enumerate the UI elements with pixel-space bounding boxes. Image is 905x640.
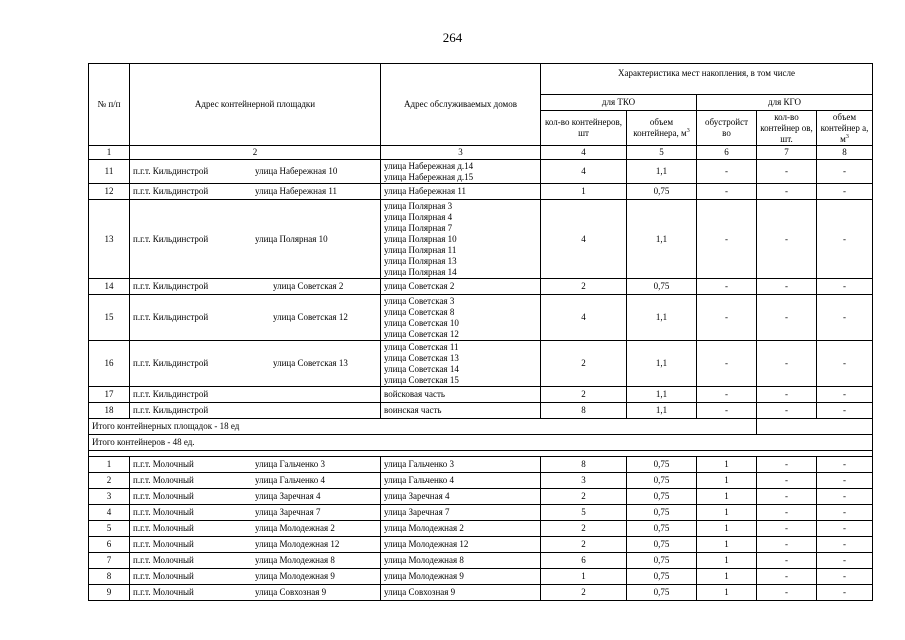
tko-count: 2: [541, 585, 627, 601]
total-containers: Итого контейнеров - 48 ед.: [89, 435, 873, 451]
column-number-row: [89, 146, 873, 160]
settlement: п.г.т. Молочный: [133, 587, 194, 597]
kgo-equip: -: [697, 200, 757, 279]
row-number: 6: [89, 537, 130, 553]
house-address: улица Советская 8: [384, 306, 455, 317]
served-houses: [381, 200, 541, 279]
house-address: улица Молодежная 8: [384, 555, 464, 565]
kgo-volume: -: [817, 585, 873, 601]
table-row: [89, 489, 873, 505]
served-houses: [381, 473, 541, 489]
tko-volume: 0,75: [627, 457, 697, 473]
kgo-volume: -: [817, 537, 873, 553]
kgo-count: -: [757, 457, 817, 473]
house-address: улица Заречная 4: [384, 491, 450, 501]
kgo-volume: -: [817, 295, 873, 341]
house-address: улица Советская 12: [384, 328, 459, 339]
col-index: 5: [627, 146, 697, 160]
kgo-equip: -: [697, 403, 757, 419]
house-address: улица Молодежная 12: [384, 539, 469, 549]
site-address: [130, 473, 381, 489]
site-address: [130, 295, 381, 341]
tko-count: 8: [541, 457, 627, 473]
house-address: улица Полярная 13: [384, 255, 457, 266]
house-address: улица Полярная 14: [384, 266, 457, 277]
table-row: [89, 521, 873, 537]
site-address: [130, 585, 381, 601]
house-address: улица Советская 2: [384, 281, 455, 291]
table-row: [89, 553, 873, 569]
section-molochny: [89, 457, 873, 601]
site-street: улица Набережная 11: [255, 186, 338, 196]
kgo-volume: -: [817, 200, 873, 279]
section-kildinstroy: [89, 160, 873, 419]
row-number: 3: [89, 489, 130, 505]
col-index: 8: [817, 146, 873, 160]
col-index: 1: [89, 146, 130, 160]
site-address: [130, 341, 381, 387]
table-row: [89, 160, 873, 184]
tko-volume: 0,75: [627, 184, 697, 200]
settlement: п.г.т. Молочный: [133, 507, 194, 517]
house-address: воинская часть: [384, 405, 442, 415]
table-row: [89, 387, 873, 403]
tko-volume: 1,1: [627, 295, 697, 341]
tko-count: 4: [541, 200, 627, 279]
site-address: [130, 569, 381, 585]
table-row: [89, 295, 873, 341]
row-number: 4: [89, 505, 130, 521]
kgo-equip: -: [697, 184, 757, 200]
site-address: [130, 279, 381, 295]
row-number: 13: [89, 200, 130, 279]
tko-volume: 0,75: [627, 553, 697, 569]
tko-volume: 0,75: [627, 489, 697, 505]
tko-volume: 1,1: [627, 403, 697, 419]
site-address: [130, 184, 381, 200]
kgo-count: -: [757, 387, 817, 403]
settlement: п.г.т. Молочный: [133, 523, 194, 533]
site-street: улица Совхозная 9: [255, 587, 327, 597]
house-address: улица Советская 15: [384, 374, 459, 385]
kgo-equip: 1: [697, 521, 757, 537]
site-street: улица Молодежная 8: [255, 555, 335, 565]
served-houses: [381, 457, 541, 473]
served-houses: [381, 295, 541, 341]
kgo-volume: -: [817, 489, 873, 505]
kgo-count: -: [757, 585, 817, 601]
site-address: [130, 387, 381, 403]
settlement: п.г.т. Кильдинстрой: [133, 405, 209, 415]
kgo-count: -: [757, 473, 817, 489]
kgo-volume: -: [817, 457, 873, 473]
served-houses: [381, 403, 541, 419]
col-index: 7: [757, 146, 817, 160]
row-number: 16: [89, 341, 130, 387]
settlement: п.г.т. Молочный: [133, 475, 194, 485]
tko-volume: 0,75: [627, 537, 697, 553]
kgo-equip: -: [697, 160, 757, 184]
kgo-equip: -: [697, 295, 757, 341]
house-address: улица Гальченко 4: [384, 475, 454, 485]
kgo-equip: 1: [697, 553, 757, 569]
table-header: [89, 64, 873, 160]
table-row: [89, 457, 873, 473]
tko-volume: 1,1: [627, 200, 697, 279]
tko-count: 3: [541, 473, 627, 489]
site-street: улица Гальченко 3: [255, 459, 325, 469]
kgo-count: -: [757, 341, 817, 387]
kgo-equip: 1: [697, 585, 757, 601]
house-address: улица Набережная д.15: [384, 171, 474, 182]
house-address: улица Советская 3: [384, 295, 455, 306]
house-address: улица Набережная 11: [384, 186, 467, 196]
site-street: улица Полярная 10: [255, 233, 328, 244]
kgo-volume: -: [817, 160, 873, 184]
served-houses: [381, 585, 541, 601]
tko-count: 2: [541, 341, 627, 387]
table-row: [89, 505, 873, 521]
kgo-volume: -: [817, 553, 873, 569]
row-number: 12: [89, 184, 130, 200]
served-houses: [381, 569, 541, 585]
row-number: 5: [89, 521, 130, 537]
house-address: улица Советская 11: [384, 341, 459, 352]
served-houses: [381, 160, 541, 184]
header-kgo: для КГО: [697, 95, 873, 111]
kgo-count: -: [757, 569, 817, 585]
served-houses: [381, 489, 541, 505]
tko-count: 4: [541, 295, 627, 341]
house-address: улица Гальченко 3: [384, 459, 454, 469]
house-address: улица Советская 14: [384, 363, 459, 374]
header-tko-volume: объем контейнера, $м^3$: [627, 111, 697, 146]
total-sites: Итого контейнерных площадок - 18 ед: [89, 419, 757, 435]
kgo-volume: -: [817, 341, 873, 387]
table-row: [89, 200, 873, 279]
tko-count: 1: [541, 184, 627, 200]
settlement: п.г.т. Молочный: [133, 491, 194, 501]
table-row: [89, 341, 873, 387]
site-street: улица Советская 12: [273, 312, 348, 322]
tko-count: 2: [541, 279, 627, 295]
site-address: [130, 505, 381, 521]
settlement: п.г.т. Молочный: [133, 555, 194, 565]
kgo-count: -: [757, 295, 817, 341]
table-row: [89, 569, 873, 585]
house-address: улица Полярная 4: [384, 211, 453, 222]
table-row: [89, 403, 873, 419]
col-index: 6: [697, 146, 757, 160]
settlement: п.г.т. Молочный: [133, 539, 194, 549]
settlement: п.г.т. Молочный: [133, 459, 194, 469]
header-number: № п/п: [89, 64, 130, 146]
tko-volume: 1,1: [627, 160, 697, 184]
header-kgo-equip: обустройст во: [697, 111, 757, 146]
row-number: 14: [89, 279, 130, 295]
house-address: улица Полярная 3: [384, 200, 453, 211]
kgo-volume: -: [817, 569, 873, 585]
tko-count: 6: [541, 553, 627, 569]
tko-count: 4: [541, 160, 627, 184]
tko-volume: 0,75: [627, 279, 697, 295]
settlement: п.г.т. Кильдинстрой: [133, 186, 209, 196]
served-houses: [381, 184, 541, 200]
tko-count: 2: [541, 521, 627, 537]
row-number: 7: [89, 553, 130, 569]
kgo-count: -: [757, 505, 817, 521]
kgo-count: -: [757, 200, 817, 279]
header-tko-count: кол-во контейнеров, шт: [541, 111, 627, 146]
kgo-equip: -: [697, 387, 757, 403]
tko-count: 2: [541, 537, 627, 553]
house-address: улица Заречная 7: [384, 507, 450, 517]
table-row: [89, 585, 873, 601]
kgo-equip: -: [697, 341, 757, 387]
site-street: улица Молодежная 2: [255, 523, 335, 533]
settlement: п.г.т. Кильдинстрой: [133, 389, 209, 399]
header-tko: для ТКО: [541, 95, 697, 111]
col-index: 2: [130, 146, 381, 160]
site-address: [130, 457, 381, 473]
kgo-equip: 1: [697, 505, 757, 521]
tko-volume: 0,75: [627, 521, 697, 537]
row-number: 9: [89, 585, 130, 601]
tko-volume: 0,75: [627, 569, 697, 585]
row-number: 17: [89, 387, 130, 403]
tko-volume: 1,1: [627, 341, 697, 387]
table-row: [89, 537, 873, 553]
house-address: улица Советская 13: [384, 352, 459, 363]
row-number: 18: [89, 403, 130, 419]
row-number: 2: [89, 473, 130, 489]
kgo-equip: 1: [697, 537, 757, 553]
kgo-count: -: [757, 537, 817, 553]
col-index: 3: [381, 146, 541, 160]
kgo-volume: -: [817, 403, 873, 419]
site-address: [130, 537, 381, 553]
served-houses: [381, 553, 541, 569]
settlement: п.г.т. Кильдинстрой: [133, 233, 209, 244]
settlement: п.г.т. Кильдинстрой: [133, 358, 209, 368]
kgo-count: -: [757, 403, 817, 419]
tko-count: 2: [541, 489, 627, 505]
house-address: улица Советская 10: [384, 317, 459, 328]
settlement: п.г.т. Кильдинстрой: [133, 281, 209, 291]
house-address: улица Полярная 7: [384, 222, 453, 233]
site-address: [130, 553, 381, 569]
kgo-volume: -: [817, 279, 873, 295]
container-sites-table: [88, 63, 873, 601]
kgo-volume: -: [817, 387, 873, 403]
table-row: [89, 279, 873, 295]
header-kgo-count: кол-во контейнер ов, шт.: [757, 111, 817, 146]
site-street: улица Заречная 4: [255, 491, 321, 501]
house-address: войсковая часть: [384, 389, 445, 399]
tko-volume: 0,75: [627, 585, 697, 601]
kgo-equip: 1: [697, 457, 757, 473]
header-site-address: Адрес контейнерной площадки: [130, 64, 381, 146]
site-street: улица Советская 13: [273, 358, 348, 368]
row-number: 15: [89, 295, 130, 341]
served-houses: [381, 521, 541, 537]
kgo-count: -: [757, 160, 817, 184]
kgo-equip: 1: [697, 473, 757, 489]
header-kgo-volume: объем контейнер а, $м^3$: [817, 111, 873, 146]
served-houses: [381, 279, 541, 295]
header-characteristic: Характеристика мест накопления, в том числе: [541, 64, 873, 95]
settlement: п.г.т. Кильдинстрой: [133, 312, 209, 322]
site-street: улица Гальченко 4: [255, 475, 325, 485]
house-address: улица Молодежная 9: [384, 571, 464, 581]
row-number: 8: [89, 569, 130, 585]
tko-count: 1: [541, 569, 627, 585]
site-street: улица Советская 2: [273, 281, 344, 291]
kgo-volume: -: [817, 473, 873, 489]
tko-volume: 1,1: [627, 387, 697, 403]
settlement: п.г.т. Молочный: [133, 571, 194, 581]
house-address: улица Молодежная 2: [384, 523, 464, 533]
page-number: 264: [442, 30, 463, 45]
total-blank: [757, 419, 873, 435]
site-street: улица Молодежная 9: [255, 571, 335, 581]
kgo-count: -: [757, 521, 817, 537]
site-address: [130, 489, 381, 505]
row-number: 11: [89, 160, 130, 184]
table-row: [89, 473, 873, 489]
kgo-count: -: [757, 553, 817, 569]
kgo-count: -: [757, 279, 817, 295]
house-address: улица Полярная 11: [384, 244, 457, 255]
row-number: 1: [89, 457, 130, 473]
col-index: 4: [541, 146, 627, 160]
table-row: [89, 184, 873, 200]
tko-count: 5: [541, 505, 627, 521]
tko-count: 8: [541, 403, 627, 419]
served-houses: [381, 341, 541, 387]
kgo-count: -: [757, 184, 817, 200]
house-address: улица Совхозная 9: [384, 587, 456, 597]
kgo-volume: -: [817, 184, 873, 200]
kgo-equip: 1: [697, 569, 757, 585]
served-houses: [381, 387, 541, 403]
site-address: [130, 200, 381, 279]
kgo-volume: -: [817, 521, 873, 537]
header-houses-address: Адрес обслуживаемых домов: [381, 64, 541, 146]
totals-section: [89, 419, 873, 457]
tko-count: 2: [541, 387, 627, 403]
settlement: п.г.т. Кильдинстрой: [133, 166, 209, 176]
site-street: улица Заречная 7: [255, 507, 321, 517]
site-address: [130, 521, 381, 537]
kgo-equip: -: [697, 279, 757, 295]
site-address: [130, 160, 381, 184]
served-houses: [381, 505, 541, 521]
kgo-count: -: [757, 489, 817, 505]
house-address: улица Полярная 10: [384, 233, 457, 244]
kgo-volume: -: [817, 505, 873, 521]
tko-volume: 0,75: [627, 505, 697, 521]
house-address: улица Набережная д.14: [384, 160, 474, 171]
tko-volume: 0,75: [627, 473, 697, 489]
kgo-equip: 1: [697, 489, 757, 505]
site-address: [130, 403, 381, 419]
served-houses: [381, 537, 541, 553]
site-street: улица Набережная 10: [255, 166, 338, 176]
site-street: улица Молодежная 12: [255, 539, 340, 549]
